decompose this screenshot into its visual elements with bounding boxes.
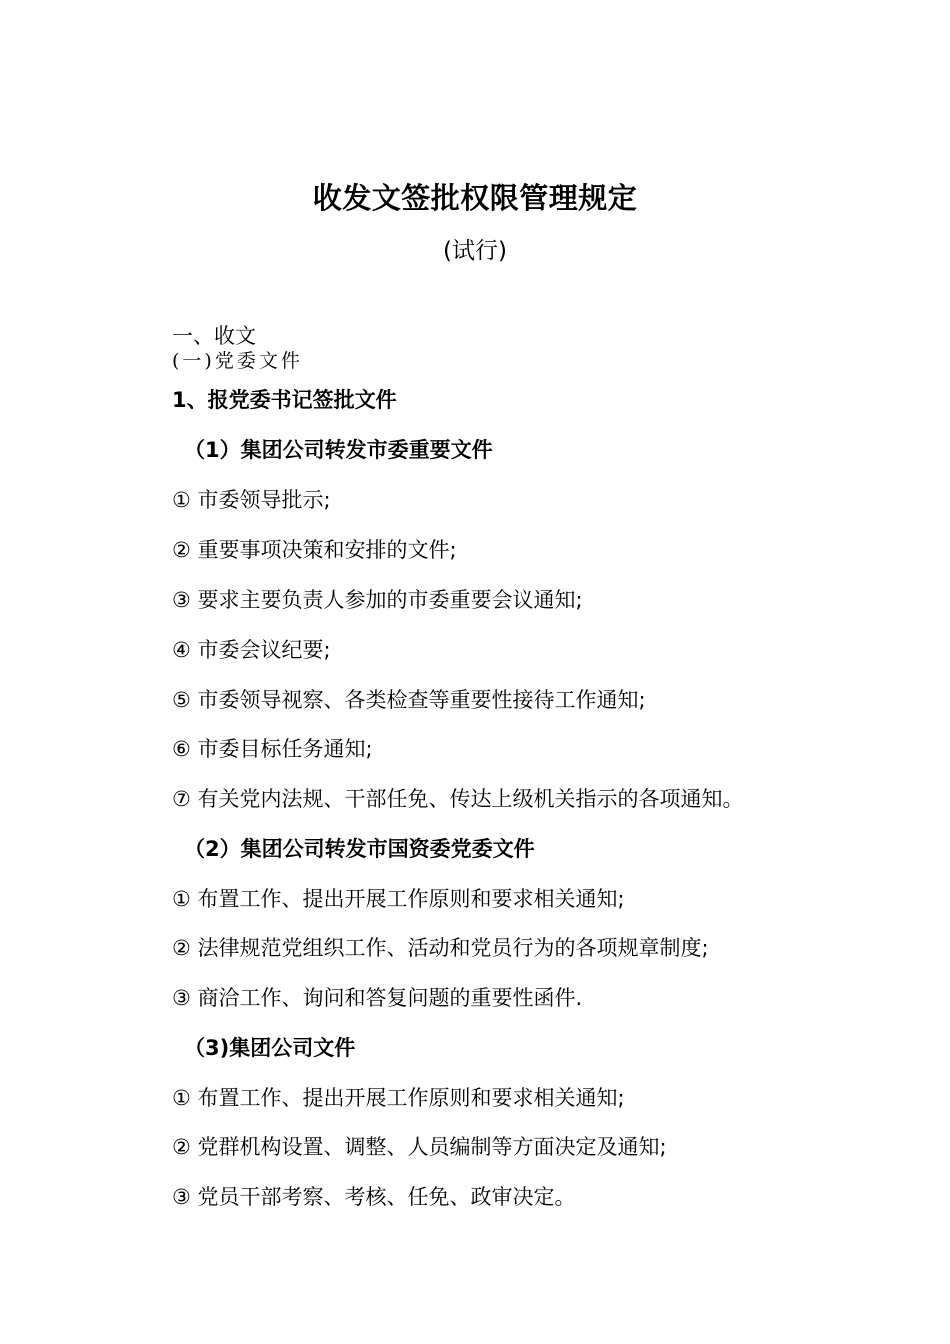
list-item: ③ 要求主要负责人参加的市委重要会议通知; [172, 588, 583, 612]
list-item: ① 市委领导批示; [172, 488, 331, 512]
section-heading-receiving: 一、收文 [172, 324, 256, 348]
list-item: ④ 市委会议纪要; [172, 638, 331, 662]
list-item: ⑤ 市委领导视察、各类检查等重要性接待工作通知; [172, 688, 646, 712]
document-subtitle: (试行) [443, 238, 507, 264]
subsection-heading-party-documents: (一)党委文件 [172, 350, 303, 372]
document-title: 收发文签批权限管理规定 [312, 181, 638, 215]
list-item: ① 布置工作、提出开展工作原则和要求相关通知; [172, 887, 625, 911]
group-heading-municipal-committee: （1）集团公司转发市委重要文件 [184, 438, 493, 462]
list-item: ② 重要事项决策和安排的文件; [172, 538, 457, 562]
list-item: ② 法律规范党组织工作、活动和党员行为的各项规章制度; [172, 936, 709, 960]
list-item: ③ 商洽工作、询问和答复问题的重要性函件. [172, 986, 583, 1010]
group-heading-sasac-committee: （2）集团公司转发市国资委党委文件 [184, 837, 535, 861]
list-item: ① 布置工作、提出开展工作原则和要求相关通知; [172, 1086, 625, 1110]
list-item: ⑥ 市委目标任务通知; [172, 737, 373, 761]
list-item: ⑦ 有关党内法规、干部任免、传达上级机关指示的各项通知。 [172, 787, 744, 811]
group-heading-group-company: （3)集团公司文件 [184, 1036, 356, 1060]
list-item: ② 党群机构设置、调整、人员编制等方面决定及通知; [172, 1135, 667, 1159]
heading-secretary-approval: 1、报党委书记签批文件 [172, 388, 397, 412]
list-item: ③ 党员干部考察、考核、任免、政审决定。 [172, 1185, 576, 1209]
